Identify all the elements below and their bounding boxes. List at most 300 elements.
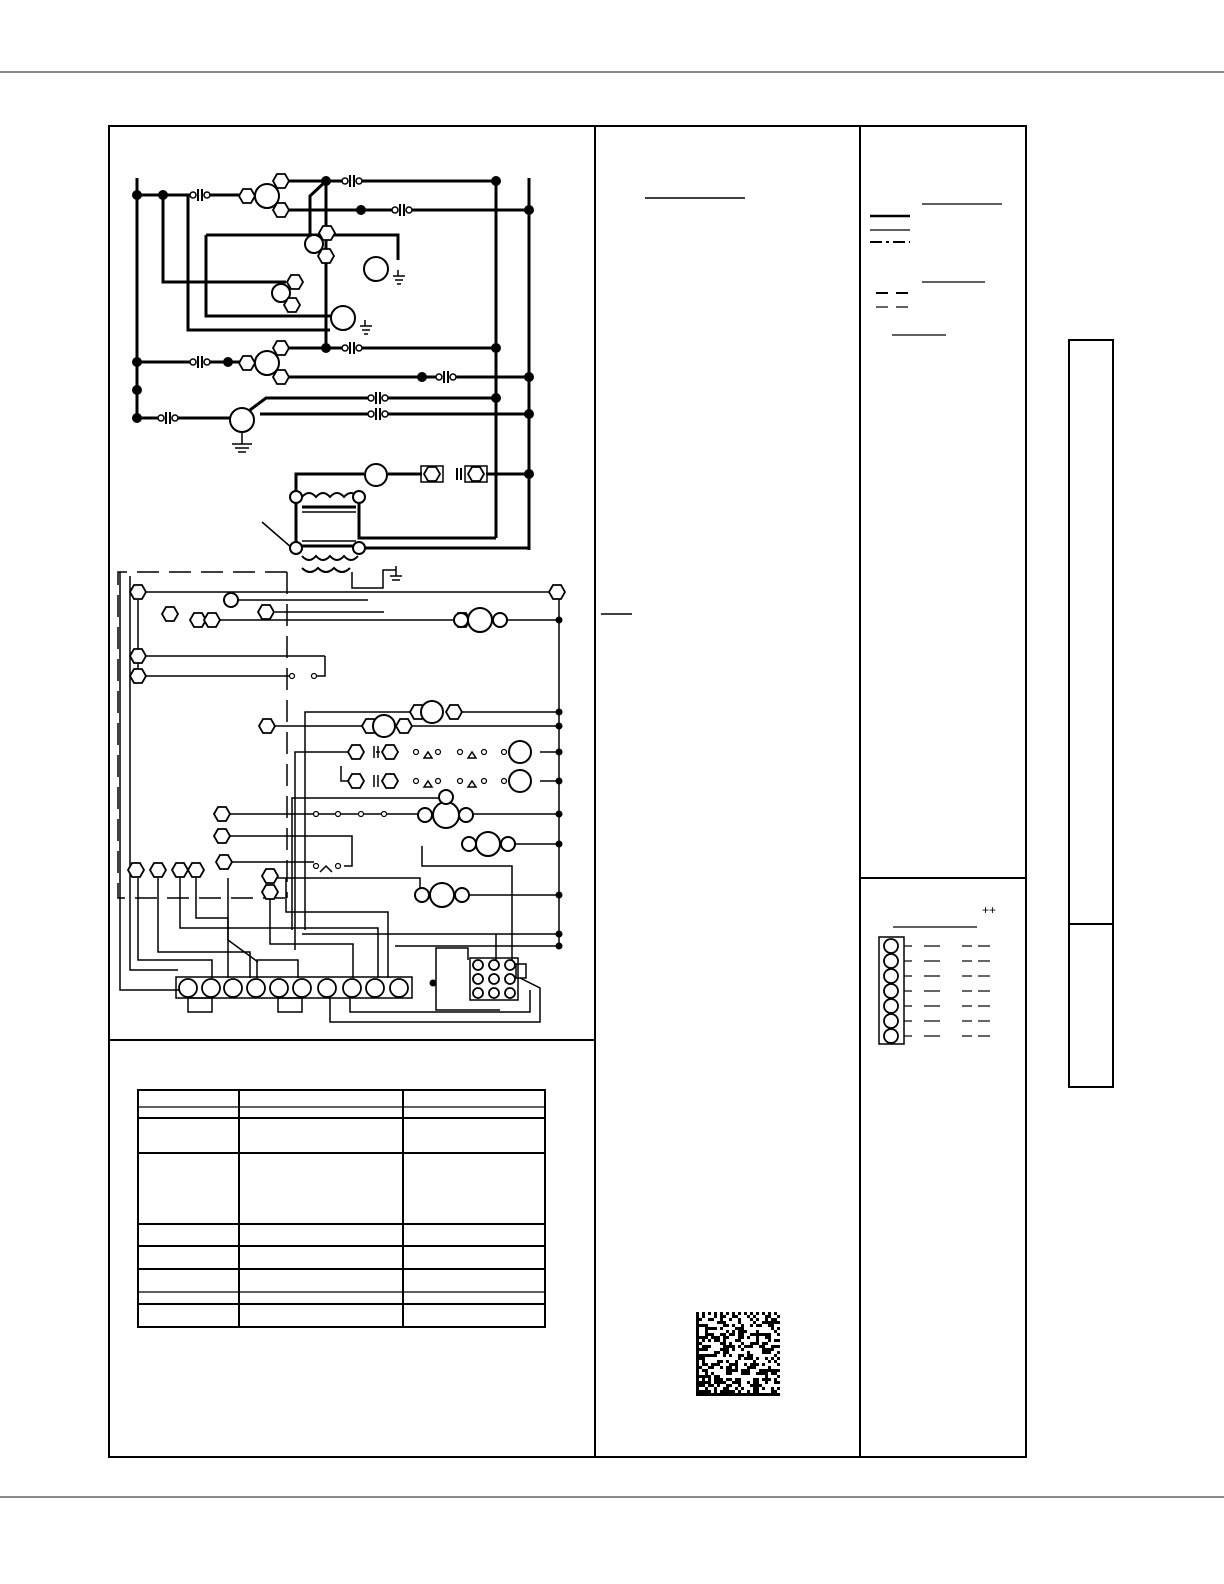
- matrix-module: [756, 1372, 759, 1375]
- matrix-module: [738, 1333, 741, 1336]
- matrix-module: [714, 1375, 717, 1378]
- matrix-module: [726, 1324, 729, 1327]
- matrix-module: [702, 1375, 705, 1378]
- matrix-module: [717, 1363, 720, 1366]
- matrix-module: [735, 1378, 738, 1381]
- matrix-module: [702, 1336, 705, 1339]
- matrix-module: [750, 1312, 753, 1315]
- matrix-module: [723, 1387, 726, 1390]
- matrix-module: [741, 1333, 744, 1336]
- matrix-module: [738, 1354, 741, 1357]
- matrix-module: [756, 1390, 759, 1393]
- matrix-module: [777, 1369, 780, 1372]
- matrix-module: [738, 1336, 741, 1339]
- matrix-module: [732, 1312, 735, 1315]
- matrix-module: [699, 1393, 702, 1396]
- matrix-module: [765, 1351, 768, 1354]
- matrix-module: [741, 1330, 744, 1333]
- matrix-module: [729, 1390, 732, 1393]
- matrix-module: [714, 1381, 717, 1384]
- matrix-module: [717, 1321, 720, 1324]
- matrix-module: [756, 1312, 759, 1315]
- matrix-module: [744, 1393, 747, 1396]
- matrix-module: [771, 1387, 774, 1390]
- matrix-module: [768, 1348, 771, 1351]
- matrix-module: [726, 1348, 729, 1351]
- matrix-module: [750, 1384, 753, 1387]
- matrix-module: [696, 1336, 699, 1339]
- matrix-module: [738, 1381, 741, 1384]
- matrix-module: [720, 1321, 723, 1324]
- matrix-module: [702, 1378, 705, 1381]
- matrix-module: [699, 1318, 702, 1321]
- matrix-module: [762, 1363, 765, 1366]
- matrix-module: [720, 1393, 723, 1396]
- matrix-module: [750, 1345, 753, 1348]
- matrix-module: [756, 1339, 759, 1342]
- matrix-module: [747, 1369, 750, 1372]
- matrix-module: [753, 1378, 756, 1381]
- matrix-module: [765, 1348, 768, 1351]
- matrix-module: [756, 1381, 759, 1384]
- diagram-frame: [109, 126, 1026, 1457]
- matrix-module: [774, 1330, 777, 1333]
- matrix-module: [744, 1369, 747, 1372]
- matrix-module: [774, 1372, 777, 1375]
- matrix-module: [732, 1390, 735, 1393]
- matrix-module: [717, 1336, 720, 1339]
- matrix-module: [723, 1393, 726, 1396]
- matrix-module: [696, 1354, 699, 1357]
- matrix-module: [765, 1393, 768, 1396]
- matrix-module: [738, 1327, 741, 1330]
- matrix-module: [768, 1366, 771, 1369]
- matrix-module: [711, 1363, 714, 1366]
- matrix-module: [717, 1378, 720, 1381]
- matrix-module: [774, 1390, 777, 1393]
- matrix-module: [705, 1345, 708, 1348]
- matrix-module: [720, 1327, 723, 1330]
- matrix-module: [717, 1393, 720, 1396]
- matrix-module: [699, 1390, 702, 1393]
- matrix-module: [765, 1333, 768, 1336]
- matrix-module: [726, 1393, 729, 1396]
- matrix-module: [720, 1318, 723, 1321]
- matrix-module: [732, 1348, 735, 1351]
- matrix-module: [771, 1324, 774, 1327]
- matrix-module: [714, 1336, 717, 1339]
- matrix-module: [705, 1354, 708, 1357]
- matrix-module: [705, 1330, 708, 1333]
- matrix-module: [750, 1333, 753, 1336]
- matrix-module: [765, 1372, 768, 1375]
- matrix-module: [735, 1339, 738, 1342]
- matrix-module: [708, 1375, 711, 1378]
- matrix-module: [699, 1375, 702, 1378]
- matrix-module: [699, 1354, 702, 1357]
- matrix-module: [708, 1384, 711, 1387]
- matrix-module: [726, 1345, 729, 1348]
- matrix-module: [720, 1342, 723, 1345]
- matrix-module: [729, 1342, 732, 1345]
- matrix-module: [753, 1360, 756, 1363]
- matrix-module: [702, 1315, 705, 1318]
- matrix-module: [762, 1378, 765, 1381]
- matrix-module: [762, 1342, 765, 1345]
- matrix-module: [729, 1366, 732, 1369]
- matrix-module: [696, 1393, 699, 1396]
- matrix-module: [729, 1393, 732, 1396]
- matrix-module: [744, 1363, 747, 1366]
- matrix-module: [720, 1360, 723, 1363]
- matrix-module: [696, 1369, 699, 1372]
- matrix-module: [774, 1318, 777, 1321]
- matrix-module: [726, 1351, 729, 1354]
- matrix-module: [732, 1393, 735, 1396]
- matrix-module: [735, 1363, 738, 1366]
- matrix-module: [708, 1393, 711, 1396]
- matrix-module: [747, 1366, 750, 1369]
- matrix-module: [771, 1369, 774, 1372]
- matrix-module: [774, 1393, 777, 1396]
- matrix-module: [711, 1318, 714, 1321]
- matrix-module: [753, 1384, 756, 1387]
- low-voltage-schematic: [118, 572, 600, 1022]
- matrix-module: [696, 1351, 699, 1354]
- matrix-module: [732, 1330, 735, 1333]
- matrix-module: [720, 1390, 723, 1393]
- matrix-module: [750, 1342, 753, 1345]
- matrix-module: [702, 1369, 705, 1372]
- junction-dots: [132, 176, 534, 479]
- matrix-module: [735, 1381, 738, 1384]
- matrix-module: [768, 1321, 771, 1324]
- matrix-module: [771, 1321, 774, 1324]
- matrix-module: [741, 1387, 744, 1390]
- matrix-module: [696, 1312, 699, 1315]
- matrix-module: [753, 1333, 756, 1336]
- matrix-module: [777, 1393, 780, 1396]
- matrix-module: [777, 1381, 780, 1384]
- matrix-module: [705, 1336, 708, 1339]
- matrix-module: [696, 1357, 699, 1360]
- matrix-module: [723, 1345, 726, 1348]
- matrix-module: [714, 1315, 717, 1318]
- matrix-module: [771, 1345, 774, 1348]
- matrix-module: [720, 1348, 723, 1351]
- matrix-module: [759, 1333, 762, 1336]
- matrix-module: [702, 1357, 705, 1360]
- matrix-module: [756, 1363, 759, 1366]
- matrix-module: [741, 1327, 744, 1330]
- matrix-module: [702, 1339, 705, 1342]
- matrix-module: [711, 1333, 714, 1336]
- matrix-module: [720, 1315, 723, 1318]
- matrix-module: [729, 1378, 732, 1381]
- matrix-module: [717, 1384, 720, 1387]
- matrix-module: [723, 1339, 726, 1342]
- matrix-module: [708, 1312, 711, 1315]
- matrix-module: [720, 1381, 723, 1384]
- matrix-module: [738, 1384, 741, 1387]
- matrix-module: [777, 1315, 780, 1318]
- matrix-module: [705, 1372, 708, 1375]
- matrix-module: [699, 1336, 702, 1339]
- matrix-module: [723, 1315, 726, 1318]
- matrix-module: [771, 1318, 774, 1321]
- matrix-module: [714, 1351, 717, 1354]
- matrix-module: [747, 1315, 750, 1318]
- matrix-module: [696, 1372, 699, 1375]
- matrix-module: [699, 1342, 702, 1345]
- matrix-module: [720, 1333, 723, 1336]
- matrix-module: [777, 1333, 780, 1336]
- matrix-module: [702, 1390, 705, 1393]
- matrix-module: [762, 1351, 765, 1354]
- matrix-module: [738, 1378, 741, 1381]
- matrix-module: [705, 1333, 708, 1336]
- matrix-module: [702, 1384, 705, 1387]
- matrix-module: [723, 1390, 726, 1393]
- matrix-module: [774, 1378, 777, 1381]
- side-tab: [1069, 340, 1113, 1087]
- matrix-module: [729, 1318, 732, 1321]
- matrix-module: [705, 1324, 708, 1327]
- matrix-module: [696, 1330, 699, 1333]
- matrix-module: [696, 1381, 699, 1384]
- matrix-module: [741, 1336, 744, 1339]
- matrix-module: [708, 1378, 711, 1381]
- matrix-module: [753, 1390, 756, 1393]
- matrix-module: [747, 1336, 750, 1339]
- matrix-module: [765, 1321, 768, 1324]
- matrix-module: [741, 1354, 744, 1357]
- matrix-module: [705, 1381, 708, 1384]
- matrix-module: [753, 1387, 756, 1390]
- matrix-module: [738, 1345, 741, 1348]
- matrix-module: [702, 1345, 705, 1348]
- matrix-module: [756, 1384, 759, 1387]
- matrix-module: [705, 1375, 708, 1378]
- matrix-module: [771, 1327, 774, 1330]
- matrix-module: [726, 1312, 729, 1315]
- matrix-module: [711, 1372, 714, 1375]
- matrix-module: [696, 1333, 699, 1336]
- matrix-module: [768, 1324, 771, 1327]
- matrix-module: [756, 1336, 759, 1339]
- matrix-module: [735, 1360, 738, 1363]
- matrix-module: [750, 1357, 753, 1360]
- matrix-module: [705, 1363, 708, 1366]
- matrix-module: [729, 1384, 732, 1387]
- matrix-module: [726, 1330, 729, 1333]
- matrix-module: [774, 1339, 777, 1342]
- matrix-module: [756, 1330, 759, 1333]
- matrix-module: [723, 1348, 726, 1351]
- matrix-module: [717, 1360, 720, 1363]
- matrix-module: [753, 1366, 756, 1369]
- matrix-module: [705, 1390, 708, 1393]
- matrix-module: [738, 1330, 741, 1333]
- matrix-module: [774, 1381, 777, 1384]
- matrix-module: [738, 1321, 741, 1324]
- matrix-module: [732, 1369, 735, 1372]
- matrix-module: [747, 1393, 750, 1396]
- matrix-module: [717, 1339, 720, 1342]
- hex-terminals: [239, 174, 484, 481]
- matrix-module: [741, 1369, 744, 1372]
- matrix-module: [747, 1354, 750, 1357]
- matrix-module: [765, 1336, 768, 1339]
- matrix-module: [753, 1315, 756, 1318]
- matrix-module: [759, 1372, 762, 1375]
- matrix-module: [753, 1342, 756, 1345]
- matrix-module: [723, 1381, 726, 1384]
- matrix-module: [699, 1348, 702, 1351]
- matrix-module: [729, 1372, 732, 1375]
- matrix-module: [765, 1369, 768, 1372]
- matrix-module: [738, 1318, 741, 1321]
- matrix-module: [726, 1360, 729, 1363]
- matrix-module: [765, 1318, 768, 1321]
- matrix-module: [702, 1363, 705, 1366]
- matrix-module: [711, 1393, 714, 1396]
- matrix-module: [765, 1375, 768, 1378]
- matrix-module: [717, 1381, 720, 1384]
- matrix-module: [774, 1312, 777, 1315]
- matrix-module: [702, 1360, 705, 1363]
- matrix-module: [699, 1381, 702, 1384]
- matrix-module: [711, 1336, 714, 1339]
- matrix-module: [723, 1342, 726, 1345]
- matrix-module: [756, 1387, 759, 1390]
- matrix-module: [774, 1321, 777, 1324]
- matrix-module: [705, 1327, 708, 1330]
- matrix-module: [714, 1327, 717, 1330]
- matrix-module: [702, 1324, 705, 1327]
- matrix-module: [732, 1324, 735, 1327]
- matrix-module: [753, 1381, 756, 1384]
- matrix-module: [771, 1357, 774, 1360]
- matrix-module: [774, 1354, 777, 1357]
- matrix-module: [750, 1354, 753, 1357]
- matrix-module: [708, 1345, 711, 1348]
- matrix-module: [747, 1345, 750, 1348]
- matrix-module: [777, 1387, 780, 1390]
- matrix-module: [696, 1321, 699, 1324]
- matrix-module: [765, 1315, 768, 1318]
- transformer: [262, 493, 396, 588]
- matrix-module: [759, 1369, 762, 1372]
- matrix-module: [750, 1393, 753, 1396]
- matrix-module: [747, 1357, 750, 1360]
- matrix-module: [768, 1336, 771, 1339]
- matrix-module: [723, 1321, 726, 1324]
- matrix-module: [696, 1363, 699, 1366]
- matrix-module: [729, 1333, 732, 1336]
- matrix-module: [723, 1336, 726, 1339]
- matrix-module: [750, 1318, 753, 1321]
- matrix-module: [762, 1348, 765, 1351]
- matrix-module: [729, 1369, 732, 1372]
- matrix-module: [699, 1366, 702, 1369]
- matrix-module: [726, 1390, 729, 1393]
- matrix-module: [723, 1324, 726, 1327]
- notes-column: [601, 198, 745, 614]
- matrix-module: [726, 1369, 729, 1372]
- matrix-module: [750, 1363, 753, 1366]
- matrix-module: [723, 1354, 726, 1357]
- matrix-module: [771, 1390, 774, 1393]
- matrix-module: [777, 1345, 780, 1348]
- matrix-module: [714, 1387, 717, 1390]
- matrix-module: [753, 1321, 756, 1324]
- matrix-module: [744, 1312, 747, 1315]
- matrix-module: [750, 1324, 753, 1327]
- matrix-module: [771, 1393, 774, 1396]
- matrix-module: [726, 1336, 729, 1339]
- matrix-module: [726, 1372, 729, 1375]
- matrix-module: [714, 1339, 717, 1342]
- matrix-module: [702, 1354, 705, 1357]
- matrix-module: [756, 1333, 759, 1336]
- matrix-module: [717, 1351, 720, 1354]
- matrix-module: [741, 1348, 744, 1351]
- matrix-module: [744, 1357, 747, 1360]
- matrix-module: [738, 1390, 741, 1393]
- matrix-module: [747, 1372, 750, 1375]
- matrix-module: [702, 1348, 705, 1351]
- matrix-module: [708, 1390, 711, 1393]
- matrix-module: [777, 1321, 780, 1324]
- matrix-code: [696, 1312, 780, 1396]
- matrix-module: [696, 1375, 699, 1378]
- matrix-module: [696, 1315, 699, 1318]
- matrix-module: [699, 1324, 702, 1327]
- low-voltage-terminals: [128, 585, 565, 899]
- matrix-module: [702, 1381, 705, 1384]
- matrix-module: [753, 1363, 756, 1366]
- matrix-module: [765, 1381, 768, 1384]
- matrix-module: [708, 1333, 711, 1336]
- matrix-module: [708, 1381, 711, 1384]
- matrix-module: [708, 1318, 711, 1321]
- matrix-module: [711, 1327, 714, 1330]
- matrix-module: [738, 1357, 741, 1360]
- matrix-module: [699, 1384, 702, 1387]
- matrix-module: [777, 1375, 780, 1378]
- matrix-module: [717, 1375, 720, 1378]
- matrix-module: [747, 1351, 750, 1354]
- matrix-module: [738, 1393, 741, 1396]
- matrix-module: [735, 1366, 738, 1369]
- matrix-module: [708, 1339, 711, 1342]
- matrix-module: [696, 1387, 699, 1390]
- matrix-module: [738, 1312, 741, 1315]
- matrix-module: [762, 1393, 765, 1396]
- matrix-module: [762, 1321, 765, 1324]
- matrix-module: [762, 1372, 765, 1375]
- matrix-module: [711, 1384, 714, 1387]
- matrix-module: [765, 1342, 768, 1345]
- matrix-module: [762, 1387, 765, 1390]
- matrix-module: [741, 1324, 744, 1327]
- matrix-module: [714, 1390, 717, 1393]
- legend: [870, 204, 1002, 335]
- matrix-module: [702, 1393, 705, 1396]
- matrix-module: [753, 1393, 756, 1396]
- matrix-module: [735, 1315, 738, 1318]
